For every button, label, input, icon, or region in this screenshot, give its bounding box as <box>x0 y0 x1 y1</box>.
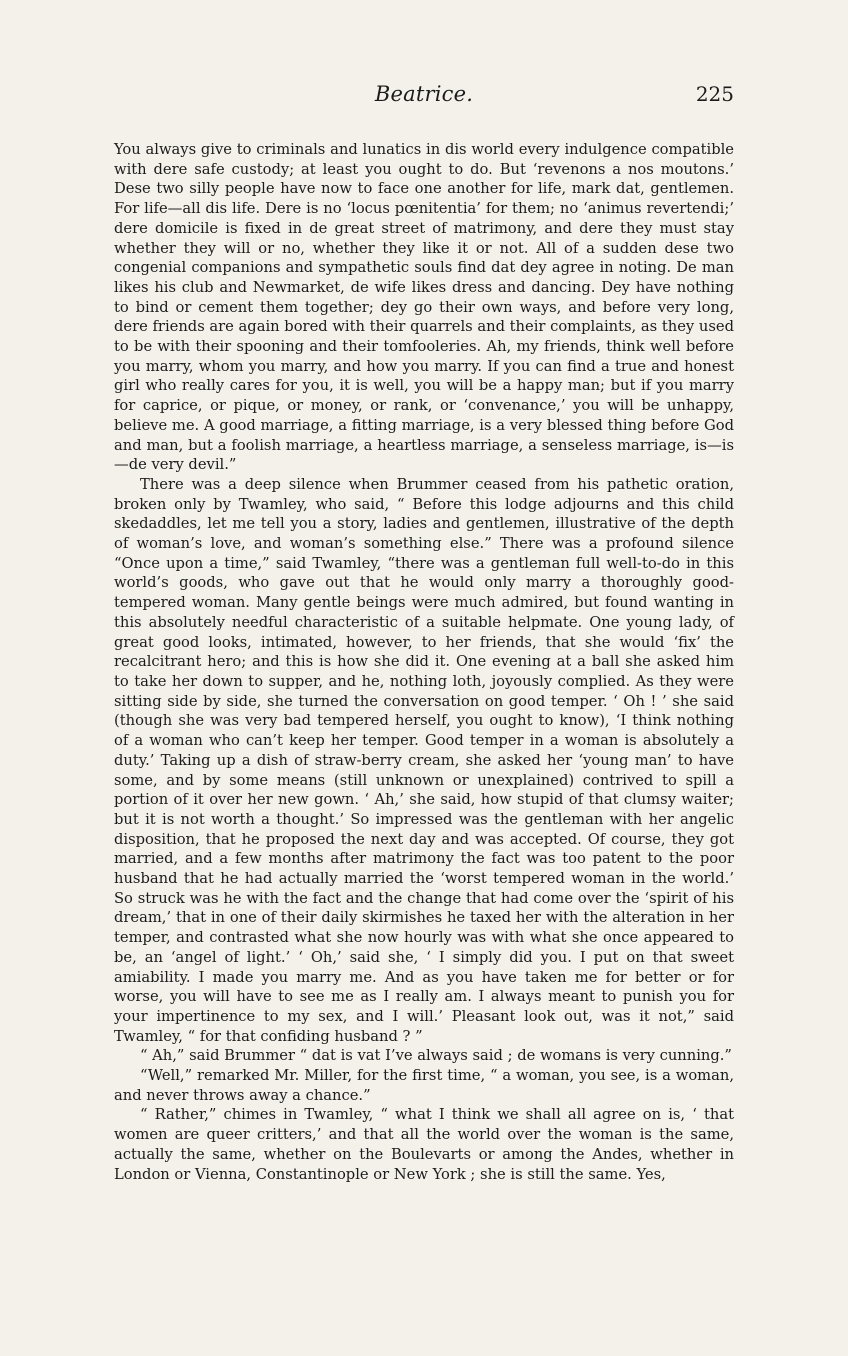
paragraph-4: “Well,” remarked Mr. Miller, for the first time, “ a woman, you see, is a woman, and never throws away a chance.” <box>114 1067 734 1104</box>
book-page <box>114 78 734 1184</box>
page-number: 225 <box>695 82 734 106</box>
paragraph-5: “ Rather,” chimes in Twamley, “ what I think we shall all agree on is, ‘ that women are queer critters,’ and that all the world over the woman is the same, actually the same, whether on the Boulevarts or among the Andes, whether in London or Vienna, Constantinople or New York ; she is still the same. Yes, <box>114 1106 734 1183</box>
body-text <box>114 140 734 1184</box>
running-title: Beatrice. <box>374 82 474 106</box>
paragraph-1: You always give to criminals and lunatics in dis world every indulgence compatible with dere safe custody; at least you ought to do. But ‘revenons a nos moutons.’ Dese two silly people have now to face one another for life, mark dat, gentlemen. For life—all dis life. Dere is no ‘locus pœnitentia’ for them; no ‘animus revertendi;’ dere domicile is fixed in de great street of matrimony, and dere they must stay whether they will or no, whether they like it or not. All of a sudden dese two congenial companions and sympathetic souls find dat dey agree in noting. De man likes his club and Newmarket, de wife likes dress and dancing. Dey have nothing to bind or cement them together; dey go their own ways, and before very long, dere friends are again bored with their quarrels and their complaints, as they used to be with their spooning and their tomfooleries. Ah, my friends, think well before you marry, whom you marry, and how you marry. If you can find a true and honest girl who really cares for you, it is well, you will be a happy man; but if you marry for caprice, or pique, or money, or rank, or ‘convenance,’ you will be unhappy, believe me. A good marriage, a fitting marriage, is a very blessed thing before God and man, but a foolish marriage, a heartless marriage, a senseless marriage, is—is—de very devil.” <box>114 141 734 474</box>
running-head <box>114 78 734 118</box>
paragraph-3: “ Ah,” said Brummer “ dat is vat I’ve always said ; de womans is very cunning.” <box>140 1047 732 1065</box>
paragraph-2: There was a deep silence when Brummer ceased from his pathetic oration, broken only by Twamley, who said, “ Before this lodge adjourns and this child skedaddles, let me tell you a story, ladies and gentlemen, illustrative of the depth of woman’s love, and woman’s something else.” There was a profound silence “Once upon a time,” said Twamley, “there was a gentleman full well-to-do in this world’s goods, who gave out that he would only marry a thoroughly good-tempered woman. Many gentle beings were much admired, but found wanting in this absolutely needful characteristic of a suitable helpmate. One young lady, of great good looks, intimated, however, to her friends, that she would ‘fix’ the recalcitrant hero; and this is how she did it. One evening at a ball she asked him to take her down to supper, and he, nothing loth, joyously complied. As they were sitting side by side, she turned the conversation on good temper. ‘ Oh ! ’ she said (though she was very bad tempered herself, you ought to know), ‘I think nothing of a woman who can’t keep her temper. Good temper in a woman is absolutely a duty.’ Taking up a dish of straw-berry cream, she asked her ‘young man’ to have some, and by some means (still unknown or unexplained) contrived to spill a portion of it over her new gown. ‘ Ah,’ she said, how stupid of that clumsy waiter; but it is not worth a thought.’ So impressed was the gentleman with her angelic disposition, that he proposed the next day and was accepted. Of course, they got married, and a few months after matrimony the fact was too patent to the poor husband that he had actually married the ‘worst tempered woman in the world.’ So struck was he with the fact and the change that had come over the ‘spirit of his dream,’ that in one of their daily skirmishes he taxed her with the alteration in her temper, and contrasted what she now hourly was with what she once appeared to be, an ‘angel of light.’ ‘ Oh,’ said she, ‘ I simply did you. I put on that sweet amiability. I made you marry me. And as you have taken me for better or for worse, you will have to see me as I really am. I always meant to punish you for your impertinence to my sex, and I will.’ Pleasant look out, was it not,” said Twamley, “ for that confiding husband ? ” <box>114 475 734 1045</box>
